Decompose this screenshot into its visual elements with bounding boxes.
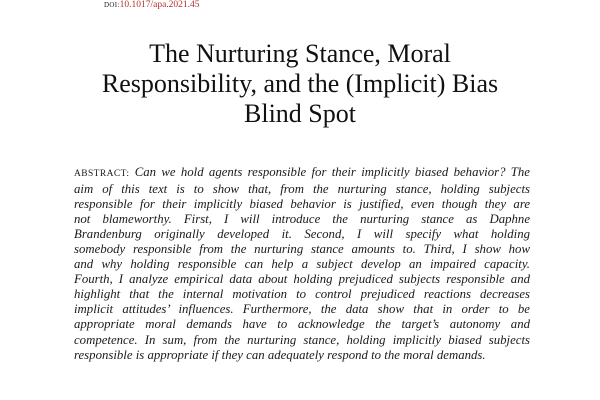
- abstract-line: Brandenburg originally developed it. Second, I will specify what holding: [74, 227, 530, 242]
- abstract-line: responsible for their implicitly biased behavior is justified, even though they are: [74, 197, 530, 212]
- abstract-line: not blameworthy. First, I will introduce the nurturing stance as Daphne: [74, 212, 530, 227]
- doi-prefix: DOI:: [104, 1, 120, 9]
- abstract-line: implicit attitudes’ influences. Furthermore, the data show that in order to be: [74, 302, 530, 317]
- abstract-line: responsible is appropriate if they can adequately respond to the moral demands.: [74, 347, 486, 362]
- abstract-line: aim of this text is to show that, from the nurturing stance, holding subjects: [74, 182, 530, 197]
- paper-title: [70, 39, 530, 129]
- abstract-line: and why holding responsible can help a subject develop an impaired capacity.: [74, 257, 530, 272]
- abstract-line: [74, 165, 530, 182]
- abstract-line: highlight that the internal motivation to control prejudiced reactions decreases: [74, 287, 530, 302]
- title-line: The Nurturing Stance, Moral: [149, 39, 451, 68]
- abstract-label: ABSTRACT:: [74, 169, 130, 179]
- title-line: Responsibility, and the (Implicit) Bias: [101, 69, 499, 98]
- abstract-line: competence. In sum, from the nurturing stance, holding implicitly biased subjects: [74, 332, 530, 347]
- abstract-line: appropriate moral demands have to acknowledge the target’s autonomy and: [74, 317, 530, 332]
- abstract-line: somebody responsible from the nurturing stance amounts to. Third, I show how: [74, 242, 530, 257]
- abstract: [74, 165, 530, 363]
- doi-line: [104, 0, 200, 10]
- abstract-text: Can we hold agents responsible for their implicitly biased behavior? The: [134, 165, 530, 179]
- title-line: Blind Spot: [244, 99, 356, 128]
- abstract-line: Fourth, I analyze empirical data about holding prejudiced subjects responsible and: [74, 272, 530, 287]
- doi-link[interactable]: 10.1017/apa.2021.45: [119, 0, 200, 10]
